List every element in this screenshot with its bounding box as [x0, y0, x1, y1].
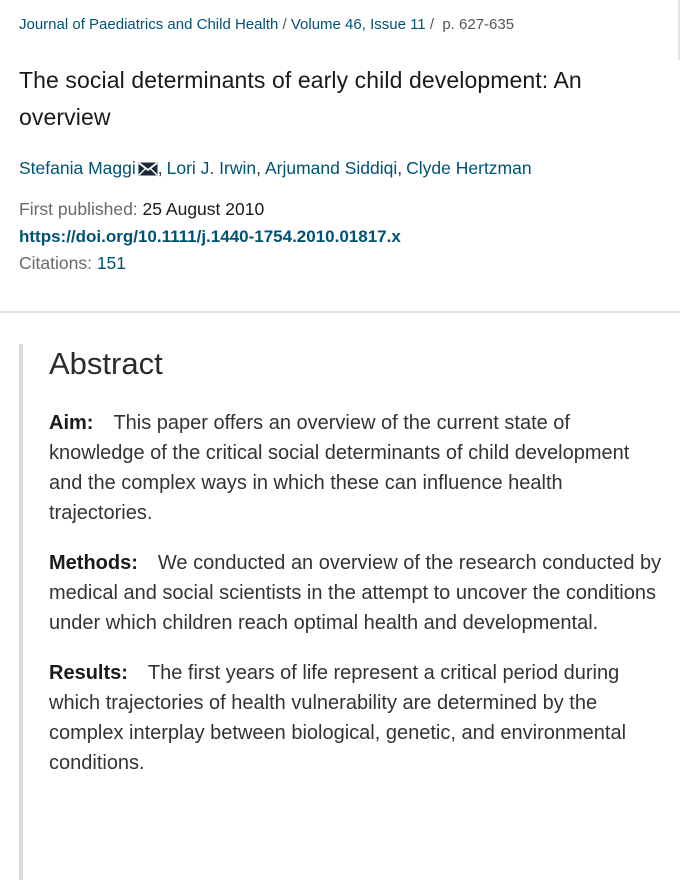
issue-label: Volume 46, Issue 11 — [290, 16, 426, 33]
author-separator: , — [397, 158, 403, 178]
abstract-section — [19, 344, 680, 880]
citations-label: Citations: — [19, 253, 92, 273]
abstract-aim-label: Aim: — [49, 412, 94, 434]
envelope-icon[interactable] — [138, 157, 158, 171]
author-separator: , — [256, 158, 261, 178]
author-link-hertzman[interactable]: Clyde Hertzman — [406, 158, 532, 178]
abstract-methods-text: We conducted an overview of the research conducted by medical and social scientists in the attempt to uncover the conditions under which children reach optimal health and developmental. — [49, 552, 662, 634]
abstract-aim-text: This paper offers an overview of the current state of knowledge of the critical social determinants of child development and the complex ways in which these can influence health trajectories. — [49, 412, 630, 524]
first-published-date: 25 August 2010 — [142, 199, 265, 219]
abstract-results — [49, 658, 680, 778]
citations-row — [19, 250, 680, 277]
author-separator: , — [157, 158, 163, 178]
citations-count-link[interactable]: 151 — [96, 253, 127, 273]
issue-link[interactable] — [278, 16, 425, 33]
author-link-maggi[interactable]: Stefania Maggi — [19, 158, 136, 178]
abstract-results-label: Results: — [49, 662, 128, 684]
abstract-methods — [49, 548, 680, 638]
doi-link[interactable]: https://doi.org/10.1111/j.1440-1754.2010.01817.x — [19, 226, 401, 246]
abstract-methods-label: Methods: — [49, 552, 138, 574]
page-range: p. 627-635 — [442, 16, 515, 33]
article-title: The social determinants of early child development: An overview — [19, 67, 582, 130]
breadcrumb-separator: / — [278, 16, 291, 33]
author-list — [19, 155, 680, 181]
breadcrumb — [19, 14, 680, 36]
first-published-row — [19, 196, 680, 223]
author-link-irwin[interactable]: Lori J. Irwin — [166, 158, 257, 178]
header-divider — [0, 311, 680, 313]
abstract-results-text: The first years of life represent a critical period during which trajectories of health vulnerability are determined by the complex interplay between biological, genetic, and environmental conditions. — [49, 662, 627, 774]
doi-row — [19, 223, 680, 251]
first-published-label: First published: — [19, 199, 138, 219]
author-link-siddiqi[interactable]: Arjumand Siddiqi — [264, 158, 398, 178]
publication-meta — [19, 196, 680, 277]
article-header — [0, 0, 680, 277]
journal-link[interactable]: Journal of Paediatrics and Child Health — [19, 16, 279, 33]
abstract-heading: Abstract — [49, 346, 163, 381]
abstract-aim — [49, 408, 680, 528]
breadcrumb-separator-2: / — [425, 16, 443, 33]
